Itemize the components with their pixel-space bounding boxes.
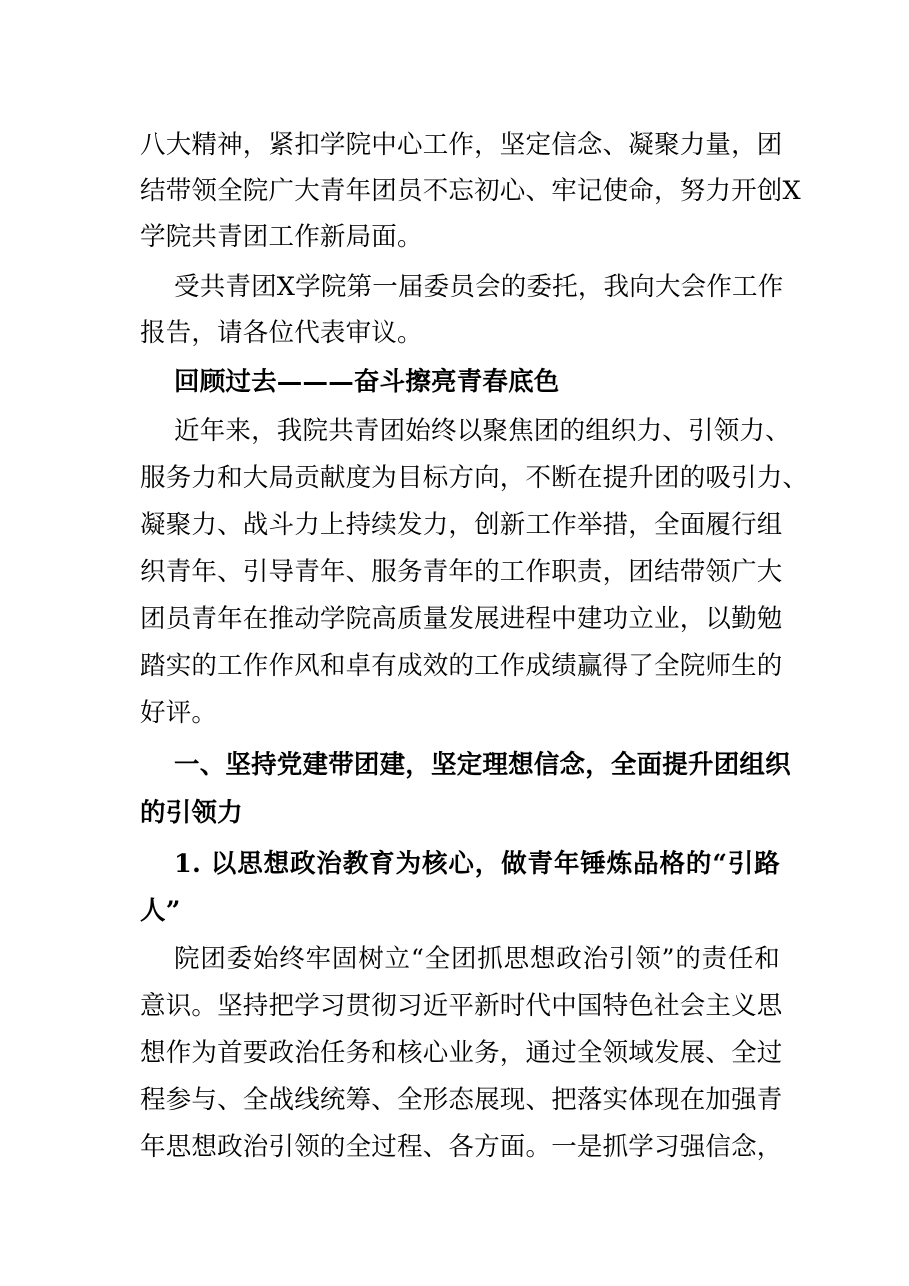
paragraph-line: 结带领全院广大青年团员不忘初心、牢记使命，努力开创X [140,176,801,206]
paragraph-line: 织青年、引导青年、服务青年的工作职责，团结带领广大 [140,557,783,587]
paragraph-line: 踏实的工作作风和卓有成效的工作成绩赢得了全院师生的 [140,651,783,681]
section-heading: 的引领力 [140,798,243,828]
section-heading: 一、坚持党建带团建，坚定理想信念，全面提升团组织 [174,750,791,780]
section-heading: 回顾过去———奋斗擦亮青春底色 [174,367,560,397]
subsection-heading: 人” [140,896,181,926]
paragraph-line: 好评。 [140,698,218,728]
paragraph-line: 受共青团X学院第一届委员会的委托，我向大会作工作 [174,272,784,302]
paragraph-line: 八大精神，紧扣学院中心工作，坚定信念、凝聚力量，团 [140,130,783,160]
paragraph-line: 年思想政治引领的全过程、各方面。一是抓学习强信念， [140,1132,783,1162]
paragraph-line: 意识。坚持把学习贯彻习近平新时代中国特色社会主义思 [140,991,783,1021]
paragraph-line: 近年来，我院共青团始终以聚焦团的组织力、引领力、 [174,416,791,446]
paragraph-line: 院团委始终牢固树立“全团抓思想政治引领”的责任和 [174,944,780,974]
paragraph-line: 想作为首要政治任务和核心业务，通过全领域发展、全过 [140,1038,783,1068]
paragraph-line: 学院共青团工作新局面。 [140,222,423,252]
paragraph-line: 服务力和大局贡献度为目标方向，不断在提升团的吸引力、 [140,463,809,493]
paragraph-line: 凝聚力、战斗力上持续发力，创新工作举措，全面履行组 [140,510,783,540]
subsection-heading: 1. 以思想政治教育为核心，做青年锤炼品格的“引路 [174,849,780,879]
paragraph-line: 报告，请各位代表审议。 [140,318,423,348]
paragraph-line: 团员青年在推动学院高质量发展进程中建功立业，以勤勉 [140,604,783,634]
paragraph-line: 程参与、全战线统筹、全形态展现、把落实体现在加强青 [140,1085,783,1115]
